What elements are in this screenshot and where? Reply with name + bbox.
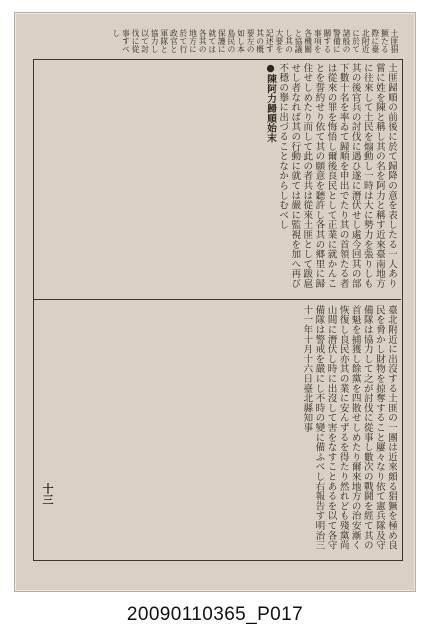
section-divider: [33, 299, 401, 300]
image-caption: 20090110365_P017: [126, 604, 304, 625]
page-number: 十三: [41, 483, 54, 505]
article-heading: ●陳阿力歸順始末: [265, 63, 277, 143]
header-text-strip: 土匪猖獗たる際に臺北附近に於て諸般の警備に關する事項を各機關と協議し其の大要を記述す其の概要左の如し本島民の保護に就ては各其の地方に於て行政官と軍隊と協力し以て討伐に從事すべし: [111, 29, 399, 53]
lower-article-body: 臺北附近に出沒する土匪の一團は近來頗る猖獗を極め良民を脅かし財物を掠奪すること屢々なり依て憲兵隊及守備隊は協力して之が討伐に從事し數次の戰鬪を經て其の首魁を捕獲し餘黨を四散せしめたり爾來地方の治安漸く恢復し良民亦其の業に安んずるを得たり然れども殘黨尚山間に潛伏し時に出沒して害をなすことあるを以て各守備隊は警戒を嚴にし不時の變に備ふべし右報告す明治三十一年十月十六日臺北縣知事: [301, 305, 397, 550]
lower-article: [37, 305, 397, 555]
upper-article-body: 土匪歸順の前後に於て歸降の意を表したる一人あり嘗に姓を陳と稱し其の名を阿力と稱す近來臺南地方に往來して土民を煽動し一時は大に勢力を張りしも其の後官兵の討伐に遇ひ遂に潛伏せし處今回其の部下數十名を率ゐて歸順を申出でたり其の首領たる者は從來の罪を悔悟し爾後良民として正業に就かんことを誓約せり依て其の願意を聽許し各其の郷里に歸住せしめたり而して此の者共は從來土匪として跋扈せし者なれば其の行動に就ては嚴に監視を加へ再び不穩の擧に出づることなからしむべし: [277, 63, 397, 289]
upper-article: [37, 63, 397, 295]
scanned-page: [14, 12, 416, 592]
